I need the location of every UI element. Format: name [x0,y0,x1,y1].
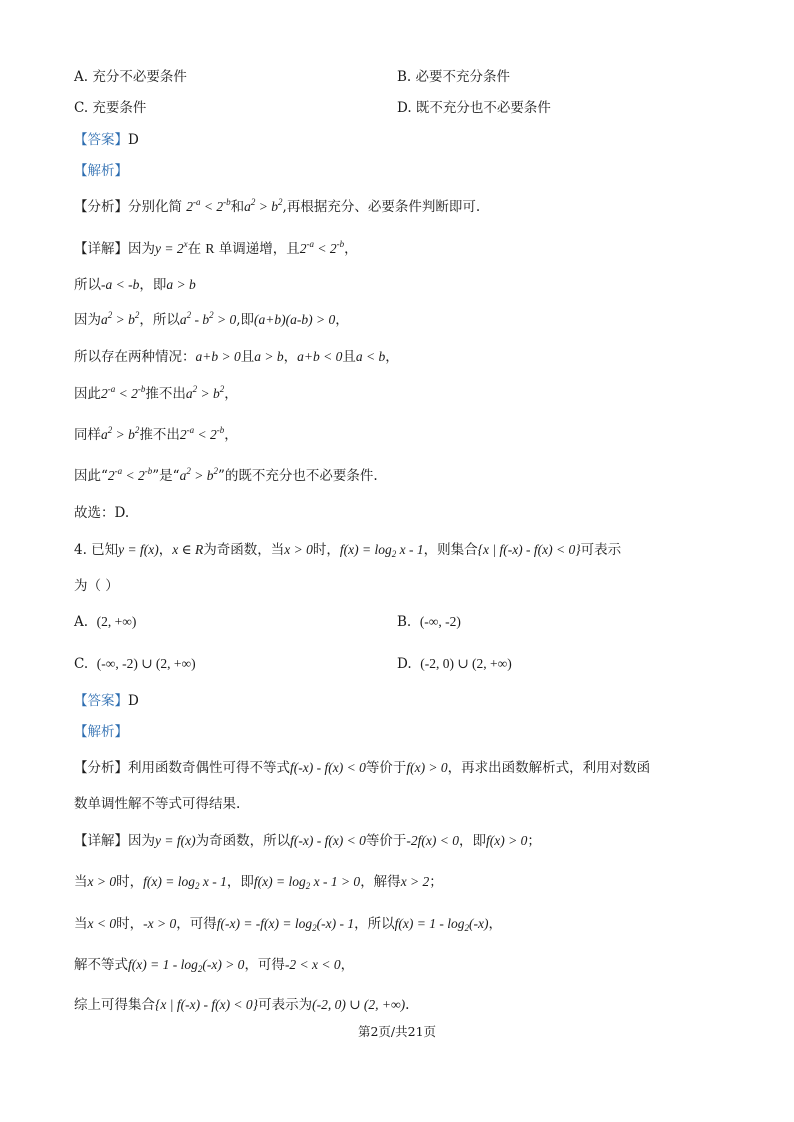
text: 推不出 [139,427,180,443]
math-expr: -2 < x < 0 [284,957,341,972]
answer-label: 【答案】 [74,693,128,709]
math-expr: $a^2 > b^2$ [101,425,140,442]
q4-fenxi-line-1 [74,758,650,778]
text: 推不出 [145,386,186,402]
text: ， [344,241,358,257]
math-expr: $a^2 - b^2 > 0$ [179,310,237,327]
math-expr: (2, +∞) [96,614,137,629]
text: ， [335,312,349,328]
math-expr: f(-x) - f(x) < 0 [290,760,366,775]
text: ”是“ [152,468,180,484]
math-expr: (-2, 0) ∪ (2, +∞) [420,656,512,671]
q4-answer [74,691,139,711]
text: ， [340,957,355,973]
text: 单调递增，且 [218,241,300,257]
text: 综上可得集合 [74,997,155,1013]
math-expr: {x | f(-x) - f(x) < 0} [477,542,581,557]
math-expr: $f(x) = \log_2 x - 1$ [143,874,227,891]
math-expr: x ∈ R [172,542,204,557]
text: ,再根据充分、必要条件判断即可. [282,199,481,215]
math-expr: -x > 0 [143,916,177,931]
math-expr: a+b < 0 [297,349,343,364]
text: 解不等式 [74,957,128,973]
math-expr: $2^{-a} < 2^{-b}$ [107,466,153,483]
text: 所以 [74,277,101,293]
text: 所以存在两种情况： [74,349,196,365]
answer-label: 【答案】 [74,132,128,148]
math-expr: y = f(x) [118,542,159,557]
text: 可表示 [580,542,622,558]
q3-option-c: C. 充要条件 [74,100,147,116]
math-expr: $f(-x) = -f(x) = \log_2(-x) - 1$ [216,916,355,933]
math-expr: -2f(x) < 0 [406,833,460,848]
fenxi-label: 【分析】 [74,199,128,215]
math-expr: x < 0 [87,916,117,931]
math-expr: f(-x) - f(x) < 0 [290,833,366,848]
fenxi-label: 【分析】 [74,760,128,776]
math-expr: -a < -b [101,277,140,292]
math-expr: $y = 2^x$ [155,239,188,256]
math-expr: f(x) > 0 [406,760,448,775]
text: ，可得 [176,916,217,932]
text: B. [397,614,412,630]
q4-detail-line-5 [74,995,409,1015]
text: 且 [342,349,356,365]
text: 和 [230,199,245,215]
q3-detail-line-6 [74,425,238,445]
answer-value: D [128,132,139,148]
q4-detail-line-4 [74,955,354,975]
text: 分别化简 [128,199,182,215]
q4-detail-line-3 [74,914,502,934]
text: 因为 [128,241,155,257]
math-expr: $a^2 > b^2$ [185,384,225,401]
detail-label: 【详解】 [74,833,128,849]
text: 为奇函数，所以 [195,833,291,849]
text: 等价于 [365,833,407,849]
text: ，则集合 [423,542,478,558]
q4-detail-line-2 [74,872,443,892]
q4-option-c [74,654,196,674]
math-expr: x > 0 [284,542,313,557]
text: ，解得 [360,874,401,890]
q4-option-d [397,654,512,674]
text: ， [283,349,298,365]
math-expr: $f(x) = 1 - \log_2(-x)$ [394,916,489,933]
detail-label: 【详解】 [74,241,128,257]
math-expr: a > b [254,349,284,364]
q3-answer [74,130,139,150]
math-expr: x > 0 [87,874,117,889]
math-expr: a > b [166,277,196,292]
text: 利用函数奇偶性可得不等式 [128,760,290,776]
q3-fenxi [74,197,480,217]
q4-stem-line-1 [74,540,621,560]
text: ,即 [236,312,255,328]
analysis-label: 【解析】 [74,163,128,179]
math-expr: (-2, 0) ∪ (2, +∞) [312,997,406,1012]
q4-analysis-label [74,722,128,742]
text: ， [224,427,238,443]
q4-fenxi-line-2: 数单调性解不等式可得结果. [74,796,241,812]
q4-option-a [74,612,136,632]
math-expr: R [205,241,215,256]
text: 因为 [128,833,155,849]
text: 且 [240,349,255,365]
text: ，所以 [354,916,395,932]
text: C. [74,656,89,672]
q3-detail-line-5 [74,384,238,404]
text: 时， [116,874,144,890]
text: ”的既不充分也不必要条件. [217,468,378,484]
text: ； [429,874,443,890]
q4-detail-line-1 [74,831,541,851]
text: ； [527,833,541,849]
text: D. [397,656,412,672]
analysis-label: 【解析】 [74,724,128,740]
q3-analysis-label [74,161,128,181]
text: ，所以 [139,312,180,328]
math-expr: $a^2 > b^2$ [101,310,140,327]
text: 因此“ [74,468,108,484]
math-expr: $2^{-a} < 2^{-b}$ [101,384,146,401]
math-expr: $f(x) = \log_2 x - 1 > 0$ [253,874,361,891]
text: ，可得 [244,957,285,973]
q3-detail-line-8: 故选：D. [74,505,130,521]
text: ， [385,349,399,365]
math-expr: $a^2 > b^2$ [244,197,283,214]
math-expr: x > 2 [400,874,430,889]
math-expr: $2^{-a} < 2^{-b}$ [179,425,225,442]
q3-detail-line-1 [74,239,358,259]
text: . [405,997,410,1013]
text: 因为 [74,312,101,328]
text: 因此 [74,386,101,402]
text: ，即 [139,277,167,293]
text: 时， [312,542,340,558]
math-expr: y = f(x) [155,833,196,848]
math-expr: $f(x) = \log_2 x - 1$ [339,542,424,559]
page-footer: 第2页/共21页 [357,1024,437,1039]
math-expr: $2^{-a} < 2^{-b}$ [186,197,231,214]
text: A. [74,614,89,630]
q4-option-b [397,612,461,632]
q4-stem-line-2: 为（ ） [74,578,119,594]
text: 4. 已知 [74,542,119,558]
text: 等价于 [365,760,407,776]
text: 可表示为 [258,997,313,1013]
text: ，即 [459,833,487,849]
text: ，即 [226,874,254,890]
text: 同样 [74,427,101,443]
text: 为奇函数，当 [203,542,285,558]
math-expr: {x | f(-x) - f(x) < 0} [155,997,259,1012]
math-expr: f(x) > 0 [486,833,528,848]
q3-detail-line-3 [74,310,349,330]
text: 时， [116,916,144,932]
math-expr: (-∞, -2) [419,614,461,629]
q3-option-b: B. 必要不充分条件 [397,69,511,85]
q3-detail-line-2 [74,275,196,295]
text: ，再求出函数解析式，利用对数函 [447,760,651,776]
math-expr: $f(x) = 1 - \log_2(-x) > 0$ [128,957,245,974]
math-expr: $a^2 > b^2$ [179,466,218,483]
q3-detail-line-7 [74,466,378,486]
text: ， [224,386,238,402]
text: 当 [74,916,88,932]
math-expr: a+b > 0 [195,349,241,364]
math-expr: a < b [355,349,386,364]
text: 在 [187,241,202,257]
math-expr: (a+b)(a-b) > 0 [254,312,336,327]
math-expr: $2^{-a} < 2^{-b}$ [299,239,345,256]
math-expr: (-∞, -2) ∪ (2, +∞) [96,656,196,671]
q3-option-d: D. 既不充分也不必要条件 [397,100,551,116]
answer-value: D [128,693,139,709]
q3-option-a: A. 充分不必要条件 [74,69,187,85]
text: ， [488,916,502,932]
q3-detail-line-4 [74,347,399,367]
text: 当 [74,874,88,890]
text: ， [158,542,173,558]
